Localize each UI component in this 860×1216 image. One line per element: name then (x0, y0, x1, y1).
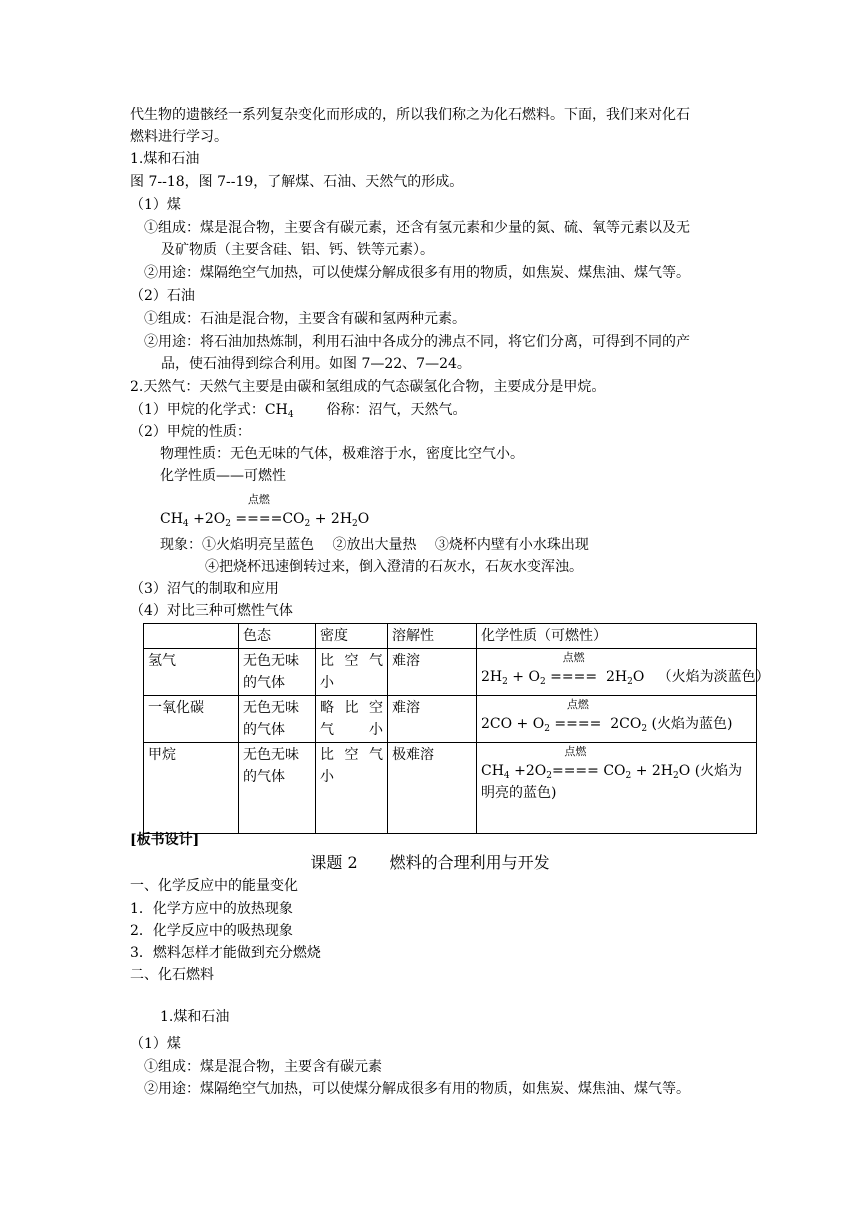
gas-name-cell: 氢气 (144, 649, 239, 696)
coal-composition-2: 及矿物质（主要含硅、铝、钙、铁等元素）。 (161, 242, 434, 258)
coal-use: ②用途：煤隔绝空气加热，可以使煤分解成很多有用的物质，如焦炭、煤焦油、煤气等。 (144, 265, 690, 281)
reaction-arrow: 点燃 ==== (550, 651, 598, 685)
solubility-cell: 难溶 (388, 649, 477, 696)
coal-heading: （1）煤 (130, 197, 181, 213)
table-header-cell: 色态 (239, 624, 316, 649)
table-header-cell: 溶解性 (388, 624, 477, 649)
oil-composition: ①组成：石油是混合物，主要含有碳和氢两种元素。 (144, 311, 466, 327)
oil-use-1: ②用途：将石油加热炼制，利用石油中各成分的沸点不同，将它们分离，可得到不同的产 (144, 334, 690, 350)
table-row (144, 649, 757, 696)
reaction-arrow: 点燃 ==== (551, 745, 599, 779)
gas-name-cell: 甲烷 (144, 743, 239, 834)
methane-formula-label: （1）甲烷的化学式：CH (130, 402, 288, 418)
coal-composition-1: ①组成：煤是混合物，主要含有碳元素，还含有氢元素和少量的氮、硫、氧等元素以及无 (144, 220, 690, 236)
state-cell: 无色无味的气体 (239, 649, 316, 696)
board-item-coal-use: ②用途：煤隔绝空气加热，可以使煤分解成很多有用的物质，如焦炭、煤焦油、煤气等。 (144, 1081, 690, 1097)
density-cell: 比 空 气 小 (316, 743, 388, 834)
reaction-arrow: 点燃 ==== (235, 493, 283, 527)
comparison-table (143, 623, 770, 834)
board-item-coal-oil: 1.煤和石油 (160, 1009, 230, 1025)
solubility-cell: 难溶 (388, 696, 477, 743)
board-design-label: [板书设计] (130, 832, 200, 848)
intro-line-2: 燃料进行学习。 (130, 129, 228, 145)
section-coal-oil: 1.煤和石油 (130, 151, 200, 167)
phenomenon-line-2: ④把烧杯迅速倒转过来，倒入澄清的石灰水，石灰水变浑浊。 (205, 559, 583, 575)
board-item-coal: （1）煤 (130, 1036, 181, 1052)
methane-properties-heading: （2）甲烷的性质： (130, 424, 251, 440)
board-item-combustion: 3．燃料怎样才能做到充分燃烧 (130, 945, 321, 961)
board-item-energy: 一、化学反应中的能量变化 (130, 878, 298, 894)
phenomenon-line-1: 现象：①火焰明亮呈蓝色 ②放出大量热 ③烧杯内壁有小水珠出现 (160, 537, 589, 553)
biogas-heading: （3）沼气的制取和应用 (130, 581, 279, 597)
table-row (144, 696, 757, 743)
table-header-cell (144, 624, 239, 649)
table-header-cell: 密度 (316, 624, 388, 649)
state-cell: 无色无味的气体 (239, 743, 316, 834)
comparison-heading: （4）对比三种可燃性气体 (130, 603, 293, 619)
board-item-exothermic: 1．化学方应中的放热现象 (130, 901, 293, 917)
figure-reference: 图 7--18，图 7--19，了解煤、石油、天然气的形成。 (130, 174, 464, 190)
chem-property-cell: $CH_4 +2O_2$ 点燃 ==== $CO_2 + 2H_2O$ (火焰为明亮的蓝色) (477, 743, 757, 834)
natural-gas: 2.天然气：天然气主要是由碳和氢组成的气态碳氢化合物，主要成分是甲烷。 (130, 379, 606, 395)
flame-note: (火焰为明亮的蓝色) (481, 763, 743, 801)
density-cell: 略 比 空 气小 (316, 696, 388, 743)
chemical-properties: 化学性质——可燃性 (160, 468, 286, 484)
board-item-endothermic: 2．化学反应中的吸热现象 (130, 923, 293, 939)
table-header-row (144, 624, 757, 649)
oil-use-2: 品，使石油得到综合利用。如图 7—22、7—24。 (161, 356, 471, 372)
methane-combustion-equation: $CH_4 +2O_2$ 点燃 $====CO_2 + 2H_2O$ (160, 493, 370, 529)
methane-common-names: 俗称：沼气，天然气。 (326, 402, 467, 418)
flame-note: (火焰为蓝色) (651, 716, 733, 732)
chem-property-cell: $2CO + O_2$ 点燃 ==== $2CO_2$ (火焰为蓝色) (477, 696, 757, 743)
solubility-cell: 极难溶 (388, 743, 477, 834)
methane-formula-line: （1）甲烷的化学式：$CH_4$ 俗称：沼气，天然气。 (130, 402, 467, 420)
physical-properties: 物理性质：无色无味的气体，极难溶于水，密度比空气小。 (160, 446, 524, 462)
chem-property-cell: $2H_2 + O_2$ 点燃 ==== $2H_2O$ （火焰为淡蓝色） (477, 649, 757, 696)
table-header-cell: 化学性质（可燃性） (477, 624, 757, 649)
gas-name-cell: 一氧化碳 (144, 696, 239, 743)
density-cell: 比 空 气 小 (316, 649, 388, 696)
reaction-condition: 点燃 (566, 698, 589, 711)
state-cell: 无色无味的气体 (239, 696, 316, 743)
reaction-condition: 点燃 (562, 651, 585, 664)
oil-heading: （2）石油 (130, 288, 195, 304)
board-item-fossil-fuels: 二、化石燃料 (130, 967, 214, 983)
board-item-coal-composition: ①组成：煤是混合物，主要含有碳元素 (144, 1059, 382, 1075)
reaction-condition: 点燃 (247, 493, 270, 506)
reaction-condition: 点燃 (564, 745, 587, 758)
lesson-title: 课题 2 燃料的合理利用与开发 (310, 853, 550, 872)
intro-line-1: 代生物的遗骸经一系列复杂变化而形成的，所以我们称之为化石燃料。下面，我们来对化石 (130, 107, 690, 123)
flame-note: （火焰为淡蓝色） (657, 669, 770, 685)
reaction-arrow: 点燃 ==== (554, 698, 602, 732)
table-row (144, 743, 757, 834)
